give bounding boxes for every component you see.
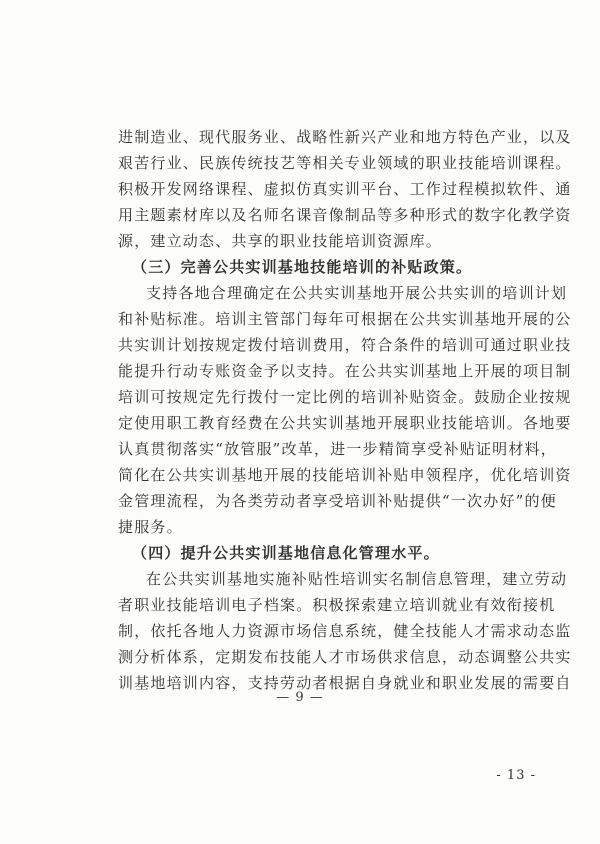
inner-page-number: — 9 — [276, 690, 324, 705]
text-line: 进制造业、现代服务业、战略性新兴产业和地方特色产业，以及 [118, 128, 572, 146]
text-line: 培训可按规定先行拨付一定比例的培训补贴资金。鼓励企业按规 [118, 388, 572, 406]
text-line: 训基地培训内容，支持劳动者根据自身就业和职业发展的需要自 [118, 674, 572, 692]
section-heading: （四）提升公共实训基地信息化管理水平。 [132, 544, 440, 562]
text-line: 用主题素材库以及名师名课音像制品等多种形式的数字化教学资 [118, 206, 572, 224]
text-line: 源，建立动态、共享的职业技能培训资源库。 [118, 232, 443, 250]
text-line: 定使用职工教育经费在公共实训基地开展职业技能培训。各地要 [118, 414, 572, 432]
text-line: 者职业技能培训电子档案。积极探索建立培训就业有效衔接机 [118, 596, 556, 614]
paragraph-start: 支持各地合理确定在公共实训基地开展公共实训的培训计划 [146, 284, 568, 302]
text-line: 捷服务。 [118, 518, 183, 536]
section-heading: （三）完善公共实训基地技能培训的补贴政策。 [132, 258, 473, 276]
text-line: 测分析体系，定期发布技能人才市场供求信息，动态调整公共实 [118, 648, 572, 666]
text-line: 积极开发网络课程、虚拟仿真实训平台、工作过程模拟软件、通 [118, 180, 572, 198]
text-line: 简化在公共实训基地开展的技能培训补贴申领程序，优化培训资 [118, 466, 572, 484]
text-line: 和补贴标准。培训主管部门每年可根据在公共实训基地开展的公 [118, 310, 572, 328]
text-line: 共实训计划按规定拨付培训费用，符合条件的培训可通过职业技 [118, 336, 572, 354]
paragraph-start: 在公共实训基地实施补贴性培训实名制信息管理，建立劳动 [146, 570, 568, 588]
text-line: 认真贯彻落实“放管服”改革，进一步精简享受补贴证明材料， [118, 440, 557, 458]
text-line: 制，依托各地人力资源市场信息系统，健全技能人才需求动态监 [118, 622, 572, 640]
text-line: 艰苦行业、民族传统技艺等相关专业领域的职业技能培训课程。 [118, 154, 572, 172]
outer-page-number: - 13 - [496, 768, 536, 783]
body-text [118, 124, 572, 696]
text-line: 能提升行动专账资金予以支持。在公共实训基地上开展的项目制 [118, 362, 572, 380]
text-line: 金管理流程，为各类劳动者享受培训补贴提供“一次办好”的便 [118, 492, 557, 510]
